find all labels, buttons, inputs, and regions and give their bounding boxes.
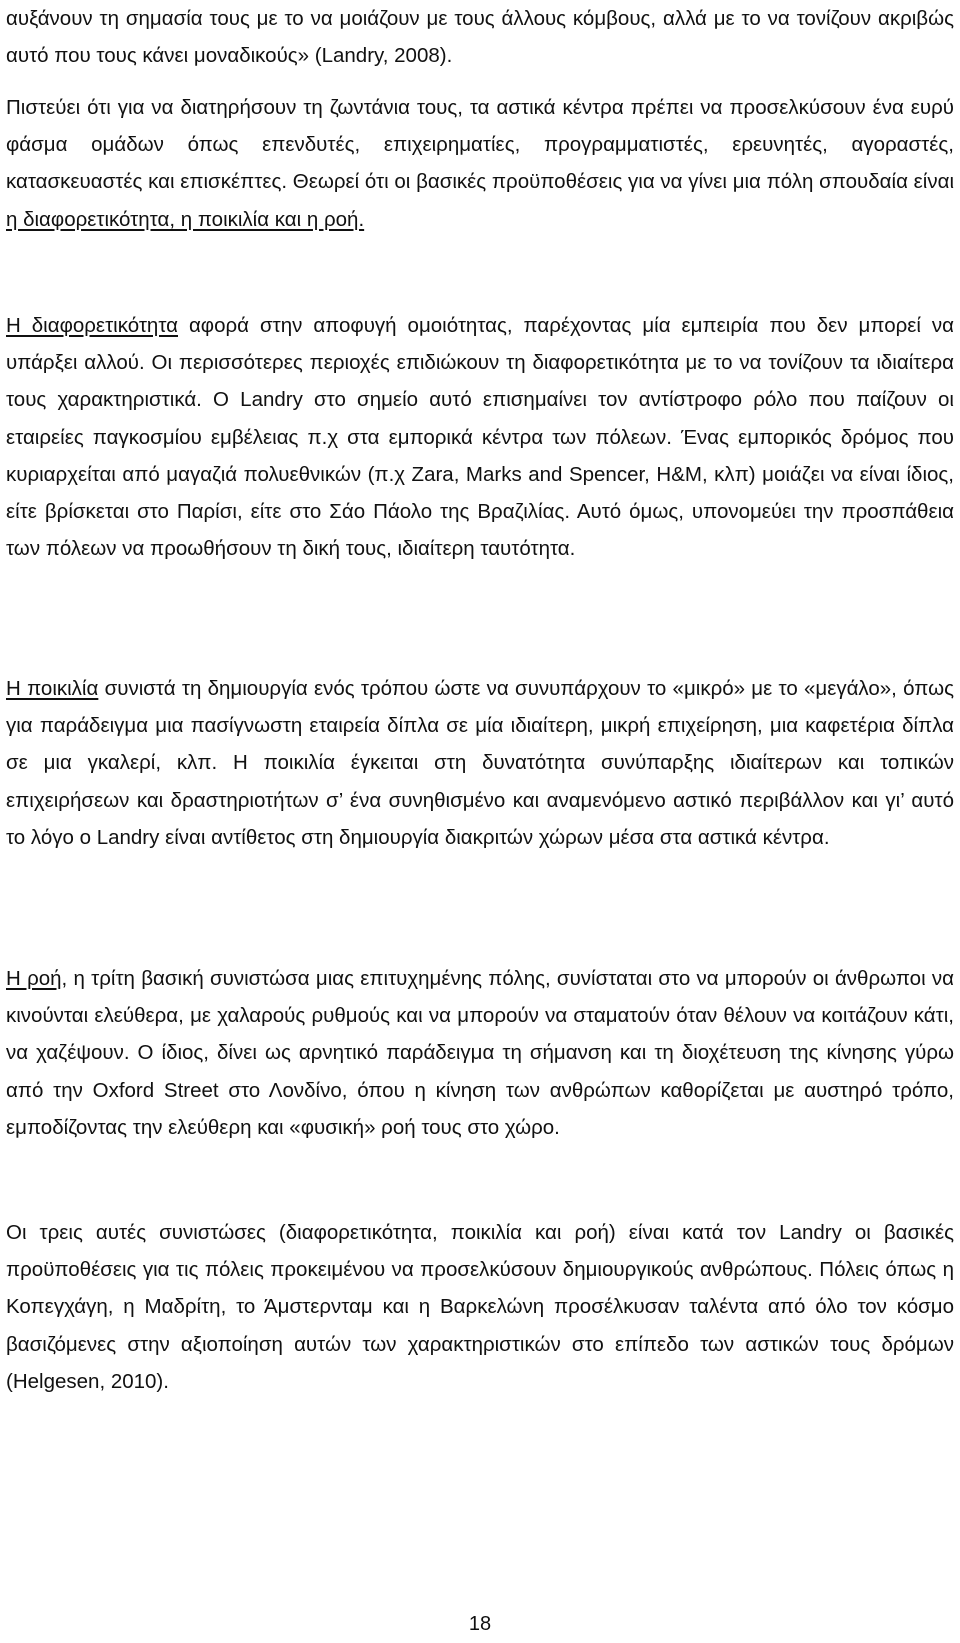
underlined-term-flow: Η ροή bbox=[6, 967, 62, 990]
underlined-term-variety: Η ποικιλία bbox=[6, 677, 99, 700]
paragraph-landry-view bbox=[6, 89, 954, 238]
page-number: 18 bbox=[468, 1613, 492, 1635]
paragraph-text: αφορά στην αποφυγή ομοιότητας, παρέχοντας μία εμπειρία που δεν μπορεί να υπάρξει αλλού. Οι περισσότερες περιοχές επιδιώκουν τη διαφορετικότητα με το να τονίζουν τα ιδιαίτερα τους χαρακτηριστικά. Ο Landry στο σημείο αυτό επισημαίνει τον αντίστροφο ρόλο που παίζουν οι εταιρείες παγκοσμίου εμβέλειας π.χ στα εμπορικά κέντρα των πόλεων. Ένας εμπορικός δρόμος που κυριαρχείται από μαγαζιά πολυεθνικών (π.χ Zara, Marks and Spencer, H&M, κλπ) μοιάζει να είναι ίδιος, είτε βρίσκεται στο Παρίσι, είτε στο Σάο Πάολο της Βραζιλίας. Αυτό όμως, υπονομεύει την προσπάθεια των πόλεων να προωθήσουν τη δική τους, ιδιαίτερη ταυτότητα. bbox=[6, 314, 955, 561]
paragraph-diversity bbox=[6, 307, 954, 567]
paragraph-conclusion bbox=[6, 1214, 954, 1400]
paragraph-text: συνιστά τη δημιουργία ενός τρόπου ώστε να συνυπάρχουν το «μικρό» με το «μεγάλο», όπως για παράδειγμα μια πασίγνωστη εταιρεία δίπλα σε μία ιδιαίτερη, μικρή επιχείρηση, μια καφετέρια δίπλα σε μια γκαλερί, κλπ. Η ποικιλία έγκειται στη δυνατότητα συνύπαρξης ιδιαίτερων και τοπικών επιχειρήσεων και δραστηριοτήτων σ’ ένα συνηθισμένο και αναμενόμενο αστικό περιβάλλον και γι’ αυτό το λόγο ο Landry είναι αντίθετος στη δημιουργία διακριτών χώρων μέσα στα αστικά κέντρα. bbox=[6, 677, 954, 849]
paragraph-text: αυξάνουν τη σημασία τους με το να μοιάζουν με τους άλλους κόμβους, αλλά με το να τονίζουν ακριβώς αυτό που τους κάνει μοναδικούς» (Landry, 2008). bbox=[6, 7, 954, 68]
paragraph-text: Οι τρεις αυτές συνιστώσες (διαφορετικότητα, ποικιλία και ροή) είναι κατά τον Landry οι βασικές προϋποθέσεις για τις πόλεις προκειμένου να προσελκύσουν δημιουργικούς ανθρώπους. Πόλεις όπως η Κοπεγχάγη, η Μαδρίτη, το Άμστερνταμ και η Βαρκελώνη προσέλκυσαν ταλέντα από όλο τον κόσμο βασιζόμενες στην αξιοποίηση αυτών των χαρακτηριστικών στο επίπεδο των αστικών τους δρόμων (Helgesen, 2010). bbox=[6, 1221, 954, 1393]
paragraph-text: Πιστεύει ότι για να διατηρήσουν τη ζωντάνια τους, τα αστικά κέντρα πρέπει να προσελκύσουν ένα ευρύ φάσμα ομάδων όπως επενδυτές, επιχειρηματίες, προγραμματιστές, ερευνητές, αγοραστές, κατασκευαστές και επισκέπτες. Θεωρεί ότι οι βασικές προϋποθέσεις για να γίνει μια πόλη σπουδαία είναι bbox=[6, 96, 954, 194]
paragraph-variety bbox=[6, 670, 954, 856]
paragraph-quote-ending bbox=[6, 0, 954, 74]
underlined-term-diversity: Η διαφορετικότητα bbox=[6, 314, 178, 337]
underlined-key-terms: η διαφορετικότητα, η ποικιλία και η ροή. bbox=[6, 207, 365, 231]
paragraph-flow bbox=[6, 960, 954, 1146]
paragraph-text: , η τρίτη βασική συνιστώσα μιας επιτυχημένης πόλης, συνίσταται στο να μπορούν οι άνθρωποι να κινούνται ελεύθερα, με χαλαρούς ρυθμούς και να μπορούν να σταματούν όταν θέλουν να κοιτάζουν κάτι, να χαζέψουν. Ο ίδιος, δίνει ως αρνητικό παράδειγμα τη σήμανση και τη διοχέτευση της κίνησης γύρω από την Oxford Street στο Λονδίνο, όπου η κίνηση των ανθρώπων καθορίζεται με αυστηρό τρόπο, εμποδίζοντας την ελεύθερη και «φυσική» ροή τους στο χώρο. bbox=[6, 967, 954, 1139]
